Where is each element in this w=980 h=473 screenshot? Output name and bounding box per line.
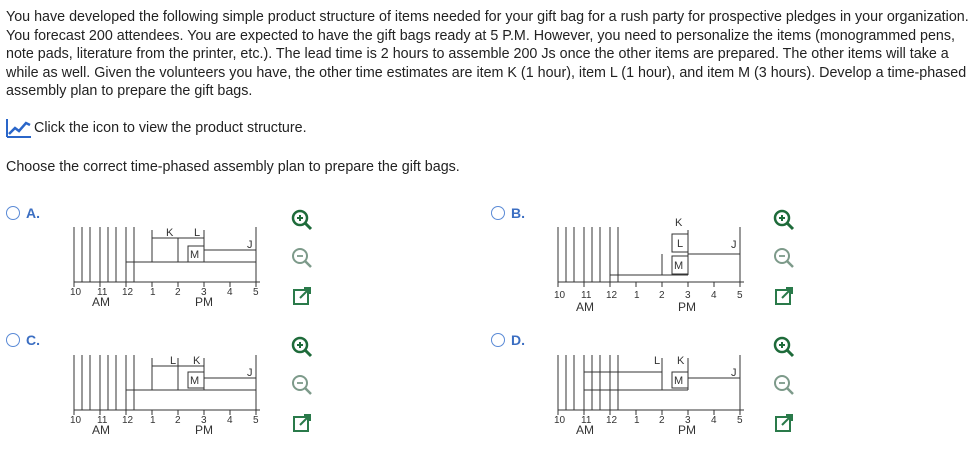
zoom-out-icon[interactable] [770,371,798,399]
tick-label: 3 [201,287,207,298]
am-label: AM [92,423,110,437]
option-a-radio[interactable] [6,205,40,221]
item-label-m: M [674,375,684,387]
timeline-chart-b [544,212,764,316]
tick-label: 2 [175,415,181,426]
chart-icon[interactable] [6,118,32,138]
option-d-radio[interactable] [491,332,525,348]
am-label: AM [92,295,110,309]
option-label: D. [511,332,525,348]
timeline-chart-d [544,350,764,442]
radio-button[interactable] [491,333,505,347]
tick-label: 3 [201,415,207,426]
item-label-l: L [170,355,177,367]
open-external-icon[interactable] [770,282,798,310]
option-label: A. [26,205,40,221]
tick-label: 4 [711,415,717,426]
item-label-j: J [731,239,737,251]
zoom-out-icon[interactable] [288,244,316,272]
zoom-in-button[interactable] [287,332,317,362]
zoom-in-button[interactable] [769,205,799,235]
tick-label: 1 [634,290,640,301]
tick-label: 2 [659,415,665,426]
radio-button[interactable] [6,206,20,220]
tick-label: 2 [175,287,181,298]
zoom-in-button[interactable] [769,332,799,362]
open-external-button[interactable] [287,408,317,438]
zoom-out-icon[interactable] [288,371,316,399]
tick-label: 1 [150,287,156,298]
open-external-button[interactable] [769,281,799,311]
tick-label: 4 [227,415,233,426]
tick-label: 3 [685,415,691,426]
zoom-out-button[interactable] [769,243,799,273]
axis-tick-labels [554,415,743,437]
timeline-axis [74,355,260,415]
item-label-j: J [247,239,253,251]
tick-label: 4 [227,287,233,298]
item-label-k: K [193,355,201,367]
zoom-in-icon[interactable] [770,206,798,234]
tick-label: 3 [685,290,691,301]
option-b-radio[interactable] [491,205,525,221]
item-label-l: L [194,227,201,239]
option-label: C. [26,332,40,348]
tick-label: 12 [122,287,134,298]
tick-label: 10 [554,290,566,301]
tick-label: 11 [97,287,108,298]
axis-tick-labels [70,287,259,309]
timeline-axis [558,355,744,415]
open-external-icon[interactable] [288,409,316,437]
timeline-chart-a [60,222,280,314]
tick-label: 11 [97,415,108,426]
tick-label: 1 [634,415,640,426]
tick-label: 5 [737,415,743,426]
option-label: B. [511,205,525,221]
zoom-out-button[interactable] [287,370,317,400]
item-label-m: M [674,260,684,272]
zoom-out-button[interactable] [287,243,317,273]
tick-label: 4 [711,290,717,301]
product-structure-link[interactable] [6,118,307,138]
timeline-chart-c [60,350,280,442]
item-label-j: J [247,367,253,379]
open-external-icon[interactable] [770,409,798,437]
tick-label: 12 [122,415,134,426]
zoom-out-button[interactable] [769,370,799,400]
zoom-out-icon[interactable] [770,244,798,272]
open-external-button[interactable] [769,408,799,438]
open-external-icon[interactable] [288,282,316,310]
open-external-button[interactable] [287,281,317,311]
radio-button[interactable] [6,333,20,347]
am-label: AM [576,423,594,437]
item-label-k: K [675,217,683,229]
item-label-m: M [190,249,200,261]
tick-label: 5 [253,287,259,298]
tick-label: 10 [70,287,82,298]
zoom-in-icon[interactable] [770,333,798,361]
assembly-bars [610,227,740,282]
tick-label: 5 [253,415,259,426]
item-label-l: L [677,238,684,250]
pm-label: PM [195,295,213,309]
pm-label: PM [678,423,696,437]
item-label-j: J [731,367,737,379]
pm-label: PM [195,423,213,437]
zoom-in-button[interactable] [287,205,317,235]
zoom-in-icon[interactable] [288,333,316,361]
radio-button[interactable] [491,206,505,220]
item-label-l: L [654,355,661,367]
item-label-k: K [677,355,685,367]
tick-label: 12 [606,290,618,301]
option-c-radio[interactable] [6,332,40,348]
tick-label: 5 [737,290,743,301]
pm-label: PM [678,300,696,314]
axis-tick-labels [554,290,743,314]
tick-label: 10 [554,415,566,426]
item-label-m: M [190,375,200,387]
tick-label: 2 [659,290,665,301]
tick-label: 11 [581,290,592,301]
assembly-bars [584,355,740,410]
tick-label: 10 [70,415,82,426]
zoom-in-icon[interactable] [288,206,316,234]
tick-label: 1 [150,415,156,426]
question-text: You have developed the following simple product structure of items needed for your gift bag for a rush party for prospective pledges in your organization. You forecast 200 attendees. You are expected to have the gift bags ready at 5 P.M. However, you need to personalize the items (monogrammed pens, note pads, literature from the printer, etc.). The lead time is 2 hours to assemble 200 Js once the other items are prepared. The other items will take a while as well. Given the volunteers you have, the other time estimates are item K (1 hour), item L (1 hour), and item M (3 hours). Develop a time-phased assembly plan to prepare the gift bags. [6,9,969,100]
tick-label: 12 [606,415,618,426]
product-structure-link-text[interactable]: Click the icon to view the product structure. [34,120,307,136]
prompt-text: Choose the correct time-phased assembly plan to prepare the gift bags. [6,159,460,175]
am-label: AM [576,300,594,314]
tick-label: 11 [581,415,592,426]
item-label-k: K [166,227,174,239]
timeline-axis [558,227,744,287]
axis-tick-labels [70,415,259,437]
